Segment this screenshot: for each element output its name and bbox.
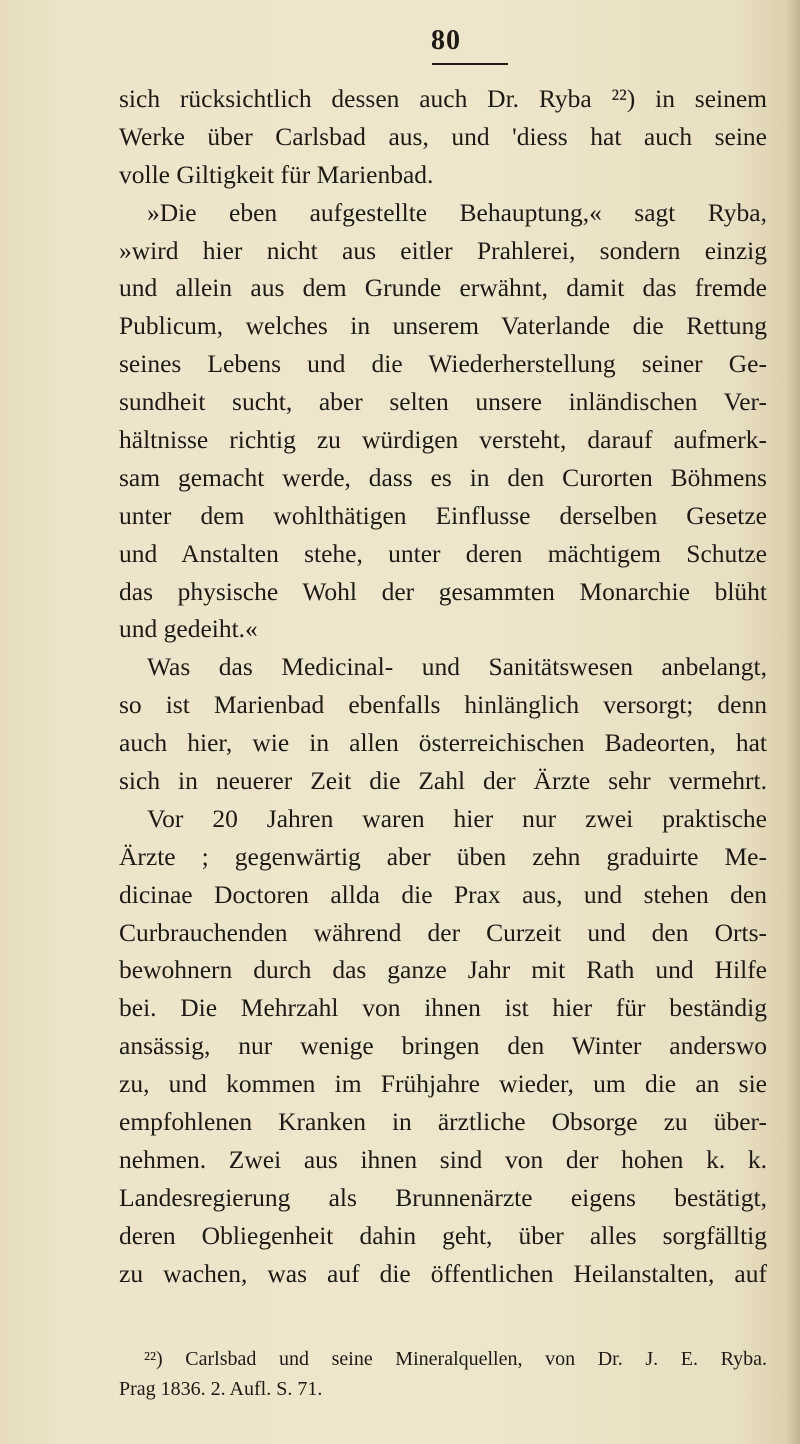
text-line: sam gemacht werde, dass es in den Curorten Böhmens (119, 462, 767, 492)
text-line: auch hier, wie in allen österreichischen Badeorten, hat (119, 728, 767, 758)
page-number: 80 (431, 25, 461, 56)
text-line: und allein aus dem Grunde erwähnt, damit das fremde (119, 273, 767, 303)
page-number-rule (432, 63, 508, 65)
footnote-line: Prag 1836. 2. Aufl. S. 71. (119, 1378, 323, 1400)
text-line: sich rücksichtlich dessen auch Dr. Ryba ²²) in seinem (119, 84, 767, 113)
text-line: ansässig, nur wenige bringen den Winter anderswo (119, 1031, 767, 1061)
text-line: Was das Medicinal- und Sanitätswesen anbelangt, (147, 652, 767, 682)
body-text (119, 80, 767, 1293)
text-line: nehmen. Zwei aus ihnen sind von der hohen k. k. (119, 1144, 767, 1174)
text-line: zu, und kommen im Frühjahre wieder, um die an sie (119, 1069, 767, 1099)
text-line: Werke über Carlsbad aus, und 'diess hat auch seine (119, 121, 767, 151)
text-line: und Anstalten stehe, unter deren mächtigem Schutze (119, 538, 767, 568)
text-line: zu wachen, was auf die öffentlichen Heilanstalten, auf (119, 1258, 767, 1288)
text-line: das physische Wohl der gesammten Monarchie blüht (119, 576, 767, 606)
text-line: empfohlenen Kranken in ärztliche Obsorge zu über- (119, 1107, 767, 1137)
text-line: »Die eben aufgestellte Behauptung,« sagt Ryba, (147, 197, 767, 227)
text-line: so ist Marienbad ebenfalls hinlänglich versorgt; denn (119, 690, 767, 720)
text-line: Publicum, welches in unserem Vaterlande die Rettung (119, 311, 767, 341)
text-line: »wird hier nicht aus eitler Prahlerei, sondern einzig (119, 235, 767, 265)
text-line: hältnisse richtig zu würdigen versteht, darauf aufmerk- (119, 425, 767, 455)
text-line: Landesregierung als Brunnenärzte eigens bestätigt, (119, 1182, 767, 1212)
text-line: Curbrauchenden während der Curzeit und den Orts- (119, 917, 767, 947)
text-line: bei. Die Mehrzahl von ihnen ist hier für beständig (119, 993, 767, 1023)
page-edge-shadow (786, 0, 800, 1444)
footnote-line: ²²) Carlsbad und seine Mineralquellen, von Dr. J. E. Ryba. (144, 1348, 767, 1370)
text-line: Ärzte ; gegenwärtig aber üben zehn graduirte Me- (119, 841, 767, 871)
text-line: unter dem wohlthätigen Einflusse derselben Gesetze (119, 500, 767, 530)
text-line: seines Lebens und die Wiederherstellung seiner Ge- (119, 349, 767, 379)
text-line: bewohnern durch das ganze Jahr mit Rath und Hilfe (119, 955, 767, 985)
text-line: sich in neuerer Zeit die Zahl der Ärzte sehr vermehrt. (119, 766, 767, 796)
text-line: sundheit sucht, aber selten unsere inländischen Ver- (119, 387, 767, 417)
text-line: und gedeiht.« (119, 614, 258, 644)
text-line: deren Obliegenheit dahin geht, über alles sorgfälltig (119, 1220, 767, 1250)
text-line: Vor 20 Jahren waren hier nur zwei praktische (147, 803, 767, 833)
footnote (119, 1344, 767, 1404)
text-line: volle Giltigkeit für Marienbad. (119, 159, 434, 189)
text-line: dicinae Doctoren allda die Prax aus, und stehen den (119, 879, 767, 909)
